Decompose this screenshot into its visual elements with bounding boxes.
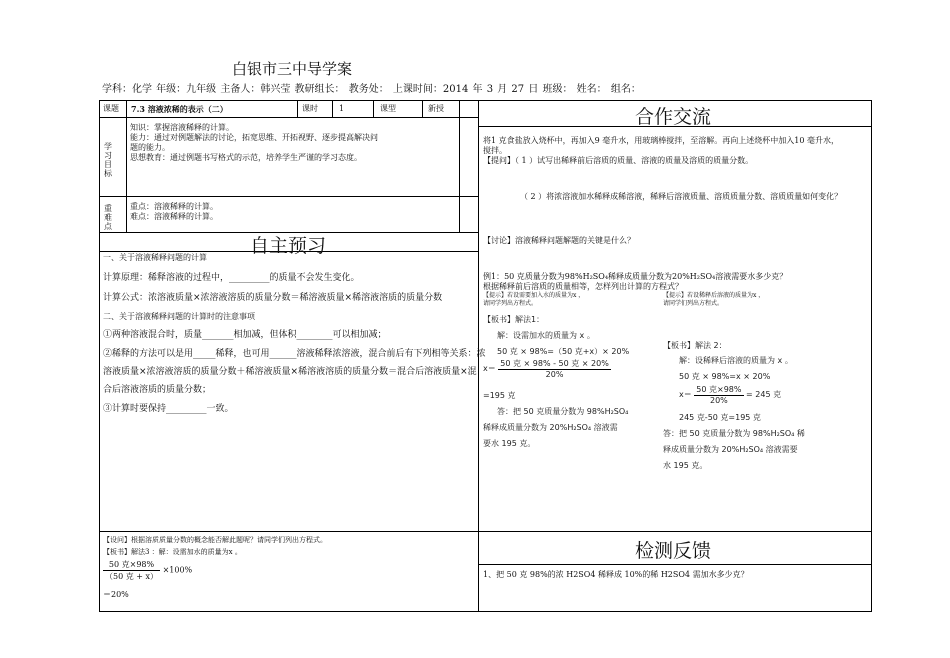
sol2-label: 【板书】解法 2：	[663, 341, 727, 350]
type-label: 课型	[380, 104, 396, 113]
sol2-answer-2: 释成质量分数为 20%H₂SO₄ 溶液需要	[663, 445, 798, 454]
sol1-formula	[483, 358, 611, 379]
sol1-label: 【板书】解法1：	[483, 315, 545, 324]
lesson-label: 课题	[103, 104, 119, 113]
col-line-right-blank	[459, 100, 460, 232]
sol2-line-2: 50 克 × 98%=x × 20%	[679, 372, 771, 381]
col-line-type	[373, 100, 374, 117]
sol2-frac-num: 50 克×98%	[696, 385, 742, 394]
sol1-frac-den: 20%	[545, 370, 564, 379]
selfstudy-line-3: 计算公式：浓溶液质量×浓溶液溶质的质量分数＝稀溶液质量×稀溶液溶质的质量分数	[103, 293, 443, 303]
row-line-header	[99, 117, 478, 118]
period-label: 课时	[302, 104, 318, 113]
sol1-answer-1: 答：把 50 克质量分数为 98%H₂SO₄	[497, 407, 629, 416]
row-line-feedback-title	[478, 564, 872, 565]
feedback-question: 1、把 50 克 98%的浓 H2SO4 稀释成 10%的稀 H2SO4 需加水多少克？	[483, 570, 749, 579]
selfstudy-line-9: ③计算时要保持_________一致。	[103, 404, 234, 414]
keypoint-line-2: 难点：溶液稀释的计算。	[130, 212, 218, 221]
selfstudy-line-6: ②稀释的方法可以是用_____稀释，也可用______溶液稀释浓溶液，混合前后有下列相等关系：浓	[103, 349, 486, 359]
lesson-value: 7.3 溶液浓稀的表示（二）	[131, 104, 228, 114]
fraction-numerator: 50 克×98%	[103, 559, 160, 571]
col-line-period	[297, 100, 298, 117]
coop-intro-1: 将1 克食盐放入烧杯中，再加入9 毫升水，用玻璃棒搅拌，至溶解。再向上述烧杯中加入10 毫升水，	[483, 136, 839, 145]
period-value: 1	[339, 104, 345, 113]
sol2-line-1: 解：设稀释后溶液的质量为 x 。	[679, 356, 793, 365]
goals-label: 学习目标	[104, 142, 112, 178]
goal-line-3: 题的能力。	[130, 143, 170, 152]
lesson-meta: 学科：化学 年级：九年级 主备人：韩兴莹 教研组长： 教务处： 上课时间：2014 年 3 月 27 日 班级： 姓名： 组名：	[102, 84, 641, 95]
sol1-result: =195 克	[483, 391, 516, 400]
sol2-answer-3: 水 195 克。	[663, 461, 708, 470]
hint-left-2: 请同学列出方程式。	[483, 300, 538, 307]
sol2-frac-lhs: x＝	[679, 390, 692, 399]
keypoint-line-1: 重点：溶液稀释的计算。	[130, 202, 218, 211]
coop-intro-2: 搅拌。	[483, 146, 507, 155]
sol2-frac-tail: = 245 克	[746, 390, 782, 399]
sol1-fraction	[498, 358, 611, 379]
school-title: 白银市三中导学案	[232, 60, 353, 78]
coop-question-2: （ 2 ）将浓溶液加水稀释成稀溶液，稀释后溶液质量、溶质质量分数、溶质质量如何变化？	[520, 192, 843, 201]
coop-discussion: 【讨论】溶液稀释问题解题的关键是什么？	[483, 236, 635, 245]
sol1-answer-3: 要水 195 克。	[483, 439, 536, 448]
selfstudy-line-7: 溶液质量×浓溶液溶质的质量分数＋稀溶液质量×稀溶液溶质的质量分数＝混合后溶液质量×混	[103, 367, 477, 377]
selfstudy-line-8: 合后溶液溶质的质量分数；	[103, 385, 212, 395]
row-line-goals	[99, 196, 478, 197]
sol1-line-1: 解：设需加水的质量为 x 。	[497, 331, 595, 340]
selfstudy-line-4: 二、关于溶液稀释问题的计算时的注意事项	[103, 312, 255, 321]
goal-line-4: 思想教育：通过例题书写格式的示范，培养学生严谨的学习态度。	[130, 153, 362, 162]
selfstudy-line-5: ①两种溶液混合时，质量_______相加减，但体积________可以相加减；	[103, 330, 387, 340]
frame-top	[99, 100, 872, 101]
selfstudy-line-2: 计算原理：稀释溶液的过程中，_________的质量不会发生变化。	[103, 273, 360, 283]
goal-line-2: 能力：通过对例题解法的讨论，拓宽思维、开拓视野、逐步提高解决问	[130, 133, 378, 142]
row-line-bottom-left	[99, 531, 478, 532]
frame-left	[99, 100, 100, 611]
sol1-frac-lhs: x＝	[483, 364, 496, 373]
col-line-label	[126, 100, 127, 232]
bottom-left-formula	[103, 559, 192, 582]
col-line-period-value	[332, 100, 333, 117]
self-study-title: 自主预习	[250, 235, 327, 257]
sol2-answer-1: 答：把 50 克质量分数为 98%H₂SO₄ 稀	[663, 429, 805, 438]
fraction-tail: ×100%	[162, 565, 193, 575]
sol2-fraction	[694, 384, 743, 405]
col-line-type-value	[422, 100, 423, 117]
selfstudy-line-1: 一、关于溶液稀释问题的计算	[103, 253, 207, 262]
coop-example-1: 例1：50 克质量分数为98%H₂SO₄稀释成质量分数为20%H₂SO₄溶液需要水多少克？	[483, 272, 788, 281]
sol1-line-2: 50 克 × 98%=（50 克+x）× 20%	[497, 347, 630, 356]
bottom-left-solution-label: 【板书】解法3 ：解：设需加水的质量为x 。	[103, 548, 242, 556]
row-line-feedback-top	[478, 531, 872, 532]
sol1-answer-2: 稀释成质量分数为 20%H₂SO₄ 溶液需	[483, 423, 618, 432]
sol2-frac-den: 20%	[710, 396, 728, 405]
hint-right-1: 【提示】若设稀释后溶液的质量为x ，	[663, 292, 765, 299]
bottom-left-question: 【设问】根据溶质质量分数的概念能否解此题呢？请同学们列出方程式。	[103, 536, 327, 544]
frame-right	[871, 100, 872, 611]
feedback-title: 检测反馈	[635, 540, 712, 562]
type-value: 新授	[428, 104, 444, 113]
frame-bottom	[99, 611, 872, 612]
cooperation-title: 合作交流	[635, 106, 712, 128]
sol1-frac-num: 50 克 × 98% - 50 克 × 20%	[500, 359, 609, 368]
bottom-left-fraction	[103, 559, 160, 582]
keypoints-label: 重难点	[104, 204, 112, 231]
hint-right-2: 请同学们列出方程式。	[663, 300, 724, 307]
bottom-left-result: ＝20%	[103, 590, 129, 599]
coop-question-1: 【提问】（ 1 ）试写出稀释前后溶质的质量、溶液的质量及溶质的质量分数。	[483, 156, 754, 165]
coop-example-2: 根据稀释前后溶质的质量相等，怎样列出计算的方程式？	[483, 282, 683, 291]
fraction-denominator: （50 克 + x）	[105, 572, 159, 581]
sol2-result: 245 克-50 克=195 克	[679, 413, 761, 422]
goal-line-1: 知识：掌握溶液稀释的计算。	[130, 123, 234, 132]
hint-left-1: 【提示】若设需要加入水的质量为x ，	[483, 292, 585, 299]
sol2-formula	[679, 384, 781, 405]
